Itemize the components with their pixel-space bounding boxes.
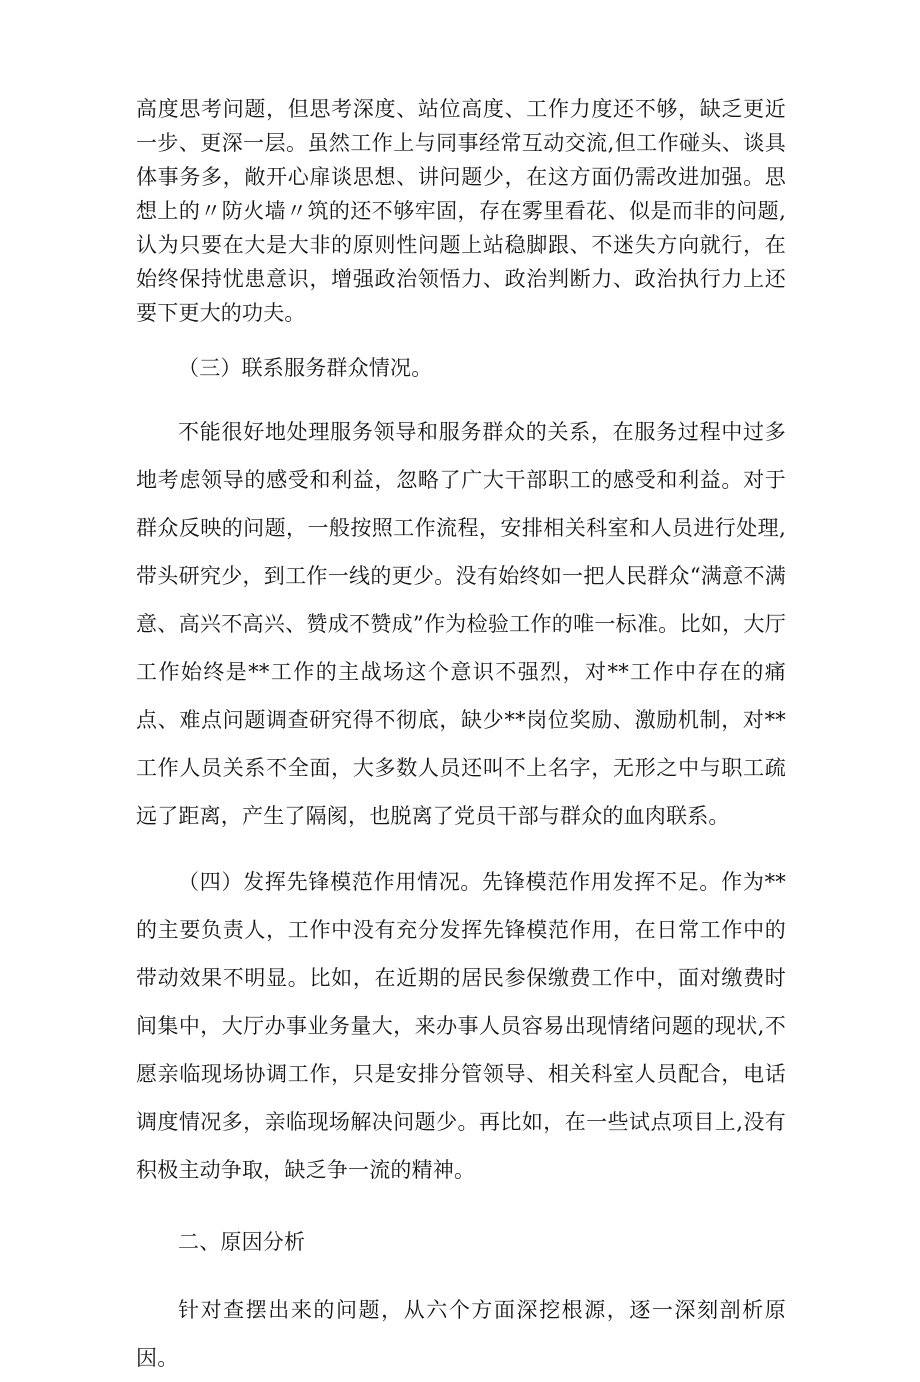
section-heading-cause-analysis: 二、原因分析: [178, 1230, 306, 1254]
paragraph-mass-service: 不能很好地处理服务领导和服务群众的关系，在服务过程中过多地考虑领导的感受和利益，忽略了广大干部职工的感受和利益。对于群众反映的问题，一般按照工作流程，安排相关科室和人员进行处理,带头研究少，到工作一线的更少。没有始终如一把人民群众“满意不满意、高兴不高兴、赞成不赞成”作为检验工作的唯一标准。比如，大厅工作始终是**工作的主战场这个意识不强烈，对**工作中存在的痛点、难点问题调查研究得不彻底，缺少**岗位奖励、激励机制，对**工作人员关系不全面，大多数人员还叫不上名字，无形之中与职工疏远了距离，产生了隔阂，也脱离了党员干部与群众的血肉联系。: [136, 420, 786, 828]
paragraph-vanguard-role: （四）发挥先锋模范作用情况。先锋模范作用发挥不足。作为**的主要负责人，工作中没有充分发挥先锋模范作用，在日常工作中的带动效果不明显。比如，在近期的居民参保缴费工作中，面对缴费时间集中，大厅办事业务量大，来办事人员容易出现情绪问题的现状,不愿亲临现场协调工作，只是安排分管领导、相关科室人员配合，电话调度情况多，亲临现场解决问题少。再比如，在一些试点项目上,没有积极主动争取，缺乏争一流的精神。: [136, 870, 786, 1182]
paragraph-cause-intro: 针对查摆出来的问题，从六个方面深挖根源，逐一深刻剖析原因。: [136, 1298, 786, 1370]
section-heading-mass-service: （三）联系服务群众情况。: [178, 356, 433, 380]
paragraph-self-reflection-continued: 高度思考问题，但思考深度、站位高度、工作力度还不够，缺乏更近一步、更深一层。虽然工作上与同事经常互动交流,但工作碰头、谈具体事务多，敞开心扉谈思想、讲问题少，在这方面仍需改进加强。思想上的〃防火墙〃筑的还不够牢固，存在雾里看花、似是而非的问题,认为只要在大是大非的原则性问题上站稳脚跟、不迷失方向就行，在始终保持忧患意识，增强政治领悟力、政治判断力、政治执行力上还要下更大的功夫。: [136, 97, 786, 325]
document-body: [136, 92, 786, 1382]
